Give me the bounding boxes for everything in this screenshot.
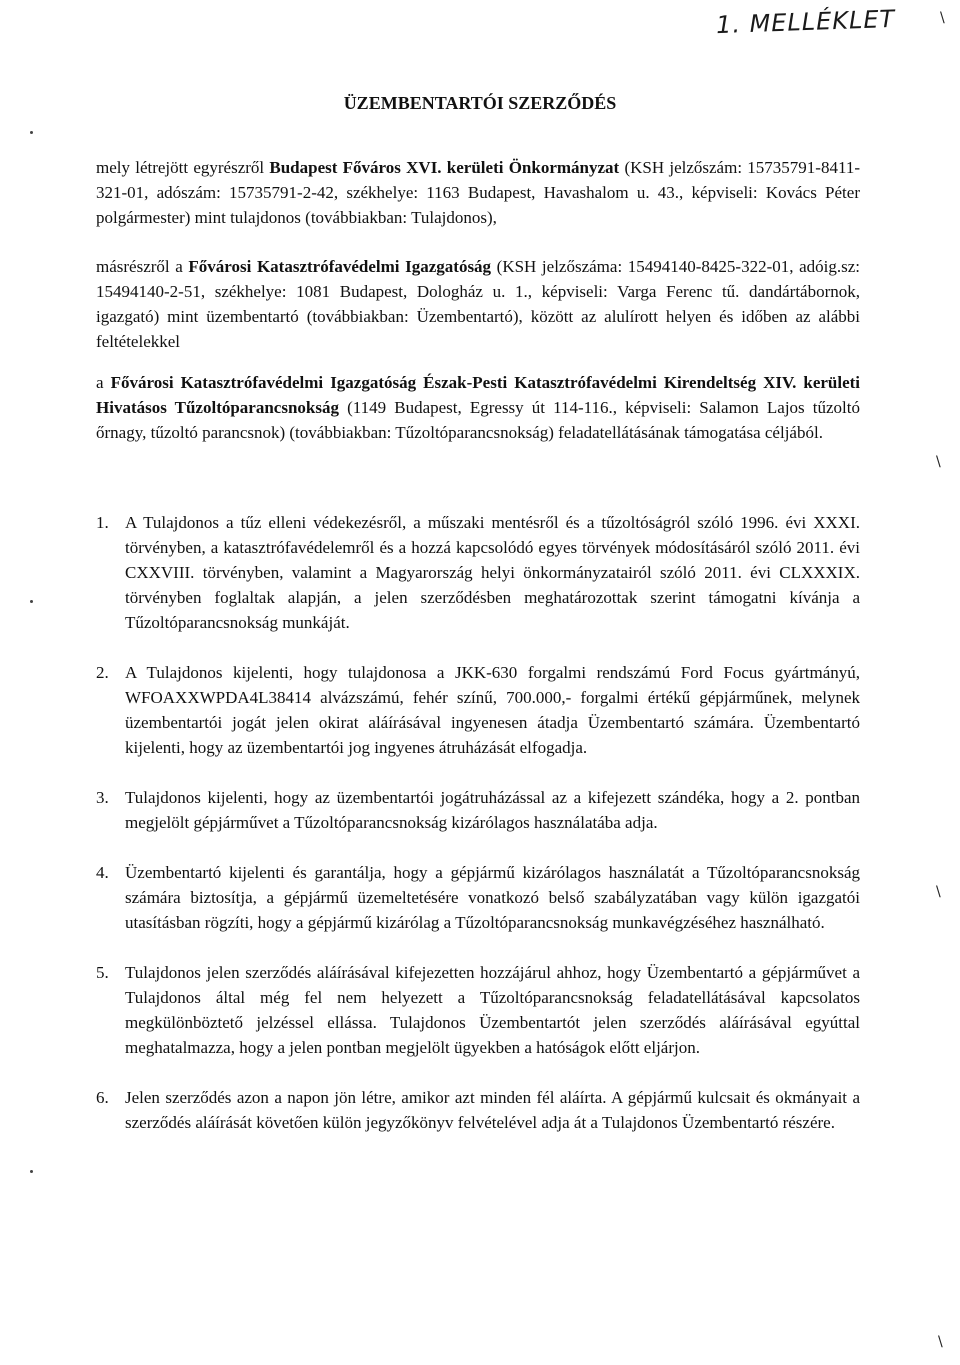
margin-mark: \ — [938, 1334, 943, 1350]
scan-dot — [30, 131, 33, 134]
scan-dot — [30, 600, 33, 603]
clause-item — [96, 860, 860, 935]
clause-item — [96, 1085, 860, 1135]
clause-item — [96, 785, 860, 835]
clause-item — [96, 960, 860, 1060]
clause-number: 5. — [96, 963, 109, 982]
clause-number: 4. — [96, 863, 109, 882]
party-owner-pre: mely létrejött egyrészről — [96, 158, 270, 177]
party-operator-paragraph — [96, 254, 860, 354]
document-title: ÜZEMBENTARTÓI SZERZŐDÉS — [343, 93, 617, 113]
margin-mark: \ — [936, 884, 941, 900]
scan-dot — [30, 1170, 33, 1173]
party-operator-details: (KSH jelzőszáma: 15494140-8425-322-01, adóig.sz: 15494140-2-51, székhelye: 1081 Budapest, Dologház u. 1., képviseli: Varga Ferenc tű. dandártábornok, igazgató) mint üzembentartó (továbbiakban: Üzembentartó), között az alulírott helyen és időben az alábbi feltételekkel — [96, 257, 861, 351]
margin-mark: \ — [940, 10, 945, 26]
beneficiary-paragraph — [96, 370, 860, 445]
clause-text: Üzembentartó kijelenti és garantálja, hogy a gépjármű kizárólagos használatát a Tűzoltóparancsnokság számára biztosítja, a gépjármű üzemeltetésére vonatkozó belső szabályzatában vagy külön igazgatói utasításban rögzíti, hogy a gépjármű kizárólag a Tűzoltóparancsnokság munkavégzéséhez használható. — [125, 863, 860, 932]
beneficiary-name: Fővárosi Katasztrófavédelmi Igazgatóság Észak-Pesti Katasztrófavédelmi Kirendeltség XIV. kerületi Hivatásos Tűzoltóparancsnokság — [96, 373, 861, 417]
clause-item — [96, 510, 860, 635]
clause-text: Jelen szerződés azon a napon jön létre, amikor azt minden fél aláírta. A gépjármű kulcsait és okmányait a szerződés aláírását követően külön jegyzőkönyv felvételével adja át a Tulajdonos Üzembentartó részére. — [125, 1088, 860, 1132]
party-owner-name: Budapest Főváros XVI. kerületi Önkormányzat — [269, 158, 620, 177]
margin-mark: \ — [936, 454, 941, 470]
clauses-list — [96, 510, 860, 1160]
clause-text: A Tulajdonos kijelenti, hogy tulajdonosa a JKK-630 forgalmi rendszámú Ford Focus gyártmányú, WFOAXXWPDA4L38414 alvázszámú, fehér színű, 700.000,- forgalmi értékű gépjárműnek, melynek üzembentartói jogát jelen okirat aláírásával ingyenesen átadja Üzembentartó számára. Üzembentartó kijelenti, hogy az üzembentartói jog ingyenes átruházását elfogadja. — [125, 663, 860, 757]
party-owner-paragraph — [96, 155, 860, 230]
party-operator-name: Fővárosi Katasztrófavédelmi Igazgatóság — [188, 257, 492, 276]
clause-text: A Tulajdonos a tűz elleni védekezésről, a műszaki mentésről és a tűzoltóságról szóló 1996. évi XXXI. törvényben, a katasztrófavédelemről és a hozzá kapcsolódó egyes törvények módosításáról szóló 2011. évi CXXVIII. törvényben, valamint a Magyarország helyi önkormányzatairól szóló 2011. évi CLXXXIX. törvényben foglaltak alapján, a jelen szerződésben meghatározottak szerint támogatni kívánja a Tűzoltóparancsnokság munkáját. — [125, 513, 860, 632]
clause-item — [96, 660, 860, 760]
beneficiary-pre: a — [96, 373, 111, 392]
clause-number: 2. — [96, 663, 109, 682]
party-operator-pre: másrészről a — [96, 257, 189, 276]
clause-number: 1. — [96, 513, 109, 532]
clause-number: 3. — [96, 788, 109, 807]
clause-text: Tulajdonos jelen szerződés aláírásával kifejezetten hozzájárul ahhoz, hogy Üzembentartó a gépjárművet a Tulajdonos által még fel nem helyezett a Tűzoltóparancsnokság feladatellátásával kapcsolatos megkülönböztető jelzéssel ellássa. Tulajdonos Üzembentartót jelen szerződés aláírásával egyúttal meghatalmazza, hogy a jelen pontban megjelölt ügyekben a hatóságok előtt eljárjon. — [125, 963, 860, 1057]
clause-number: 6. — [96, 1088, 109, 1107]
party-owner-details: (KSH jelzőszám: 15735791-8411-321-01, adószám: 15735791-2-42, székhelye: 1163 Budapest, Havashalom u. 43., képviseli: Kovács Péter polgármester) mint tulajdonos (továbbiakban: Tulajdonos), — [96, 158, 860, 227]
beneficiary-details: (1149 Budapest, Egressy út 114-116., képviseli: Salamon Lajos tűzoltó őrnagy, tűzoltó parancsnok) (továbbiakban: Tűzoltóparancsnokság) feladatellátásának támogatása céljából. — [96, 398, 860, 442]
clause-text: Tulajdonos kijelenti, hogy az üzembentartói jogátruházással az a kifejezett szándéka, hogy a 2. pontban megjelölt gépjárművet a Tűzoltóparancsnokság kizárólagos használatába adja. — [125, 788, 860, 832]
handwritten-annotation: 1. MELLÉKLET — [715, 4, 896, 40]
